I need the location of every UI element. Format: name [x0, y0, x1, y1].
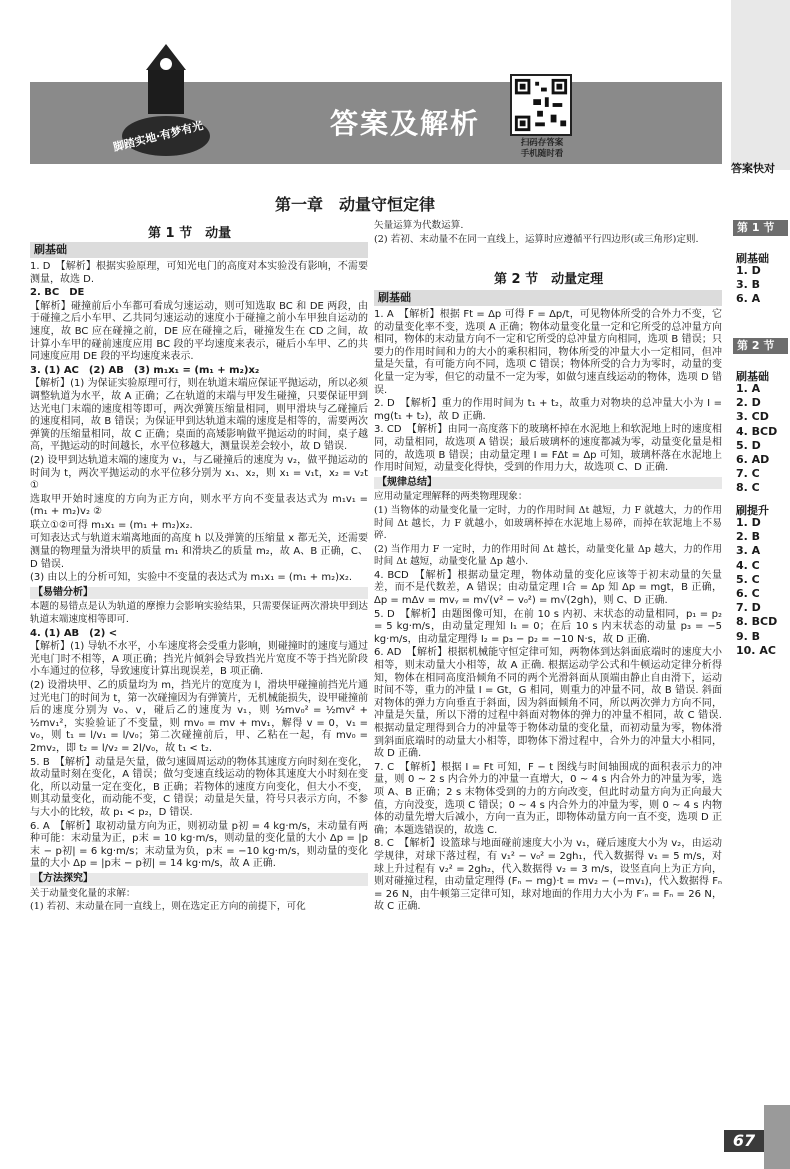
section-2-title: 第 2 节 动量定理	[494, 272, 604, 287]
answer-item: 可知表达式与轨道末端离地面的高度 h 以及弹簧的压缩量 x 都无关，还需要测量的物理量为滑块甲的质量 m₁ 和滑块乙的质量 m₂，故 A、B 正确，C、D 错误.	[30, 533, 368, 570]
side-answer: 6. C	[736, 587, 760, 601]
answer-item: 4. (1) AB (2) <	[30, 627, 118, 639]
side-answer: 9. B	[736, 629, 761, 643]
side-answer: 5. D	[736, 438, 761, 452]
tip-body: (2) 当作用力 F 一定时，力的作用时间 Δt 越长，动量变化量 Δp 越大，力的作用时间 Δt 越短，动量变化量 Δp 越小.	[374, 543, 722, 568]
answer-item: 选取甲开始时速度的方向为正方向，则水平方向不变量表达式为 m₁v₁ = (m₁ + m₂)v₂ ②	[30, 493, 368, 518]
side-label: 答案快对	[731, 162, 775, 175]
tip-heading: 【规律总结】	[374, 477, 722, 490]
answer-item: 【解析】(1) 导轨不水平，小车速度将会受重力影响，则碰撞时的速度与通过光电门时不相等，A 项正确；挡光片倾斜会导致挡光片宽度不等于挡光阶段小车通过的位移，导致速度计算出现误差，B 项正确.	[30, 641, 368, 678]
subbar-basic-2: 刷基础	[374, 290, 722, 306]
answer-item: 5. D 【解析】由题图像可知，在前 10 s 内初、末状态的动量相同，p₁ = p₂ = 5 kg·m/s，由动量定理知 I₁ = 0；在后 10 s 内末状态的动量 p₃ = −5 kg·m/s，由动量定理得 I₂ = p₃ − p₂ = −10 N·s，故 D 正确.	[374, 608, 722, 645]
answer-item: (2) 设滑块甲、乙的质量均为 m，挡光片的宽度为 l，滑块甲碰撞前挡光片通过光电门的时间为 t，第一次碰撞因为有弹簧片，无机械能损失，设甲碰撞前后的速度分别为 v₀、v，碰后乙的速度为 v₁，则 ½mv₀² = ½mv² + ½mv₁²，实验验证了不变量，则 mv₀ = mv + mv₁，解得 v = 0，v₁ = v₀，则 t₁ = l/v₁ = l/v₀；第二次碰撞前后，甲、乙粘在一起，有 mv₀ = 2mv₂，即 t₂ = l/v₂ = 2l/v₀，故 t₁ < t₂.	[30, 680, 368, 754]
tip-body: (1) 若初、末动量在同一直线上，则在选定正方向的前提下，可化	[30, 901, 306, 913]
side-section-2-sub-basic: 刷基础	[736, 370, 769, 383]
side-answer: 3. CD	[736, 410, 769, 424]
chapter-title: 第一章 动量守恒定律	[275, 195, 436, 214]
answer-item: 1. D 【解析】根据实验原理，可知光电门的高度对本实验没有影响，不需要测量，故选 D.	[30, 261, 368, 285]
side-answer: 7. D	[736, 601, 761, 615]
answer-item: 【解析】碰撞前后小车都可看成匀速运动，则可知选取 BC 和 DE 两段，由于碰撞之后小车甲、乙共同匀速运动的速度小于碰撞之前小车甲独自运动的速度，故 BC 应在碰撞之前，DE 应在碰撞之后，碰撞发生在 CD 之间，故计算小车甲的碰前速度应用 BC 段的平均速度来表示，碰后小车甲、乙的共同速度应用 DE 段的平均速度来表示.	[30, 300, 368, 363]
side-section-2-sub-adv: 刷提升	[736, 504, 769, 517]
left-column	[30, 261, 368, 915]
answer-item: 2. D 【解析】重力的作用时间为 t₁ + t₂，故重力对物块的总冲量大小为 I = mg(t₁ + t₂)，故 D 正确.	[374, 398, 722, 422]
tip-body: 应用动量定理解释的两类物理现象：	[374, 491, 528, 503]
answer-item: 1. A 【解析】根据 Ft = Δp 可得 F = Δp/t，可见物体所受的合外力不变，它的动量变化率不变，选项 A 正确；物体动量变化量一定和它所受的总冲量方向相同，物体的末动量方向不一定和它所受的总冲量方向相同，选项 B 错误；只要力的作用时间和力的大小的乘积相同，物体所受的冲量大小一定相同，但冲量是矢量，有可能方向不同，选项 C 错误；物体所受的合力为零时，动量的变化量一定为零，但它的动量不一定为零，如做匀速直线运动的物体，选项 D 错误.	[374, 309, 722, 396]
answer-item: 3. (1) AC (2) AB (3) m₁x₁ = (m₁ + m₂)x₂	[30, 364, 260, 376]
tip-body: 本题的易错点是认为轨道的摩擦力会影响实验结果，只需要保证两次滑块甲到达轨道末端速度相等即可.	[30, 601, 368, 626]
side-answer: 6. A	[736, 292, 761, 306]
tip-body: 矢量运算为代数运算.	[374, 220, 464, 231]
side-section-2-basic-answers	[736, 382, 777, 496]
answer-item: 6. AD 【解析】根据机械能守恒定律可知，两物体到达斜面底端时的速度大小相等，则末动量大小相等，故 A 正确. 根据运动学公式和牛顿运动定律分析得知，物体在相同高度沿倾角不同的两个光滑斜面从顶端由静止自由滑下，运动时间不等，重力的冲量 I = Gt，G 相同，则重力的冲量不同，故 B 错误. 斜面对物体的弹力方向垂直于斜面，因为斜面倾角不同，所以两次弹力方向不同，冲量是矢量，所以下滑的过程中斜面对物体的弹力的冲量不相同，故 C 错误. 根据动量定理得到合力的冲量等于物体动量的变化量，而初动量为零，物体滑到斜面底端时的动量大小相等，即物体下滑过程中，合外力的冲量大小相同，故 D 正确.	[374, 647, 722, 760]
answer-item: 5. B 【解析】动量是矢量，做匀速圆周运动的物体其速度方向时刻在变化，故动量时刻在变化，A 错误；做匀变速直线运动的物体其速度大小时刻在变化，所以动量一定在变化，B 正确；若物体的速度方向变化，但大小不变，则其动量变化，而动能不变，C 错误；动量是矢量，符号只表示方向，不参与大小的比较，故 p₁ < p₂，D 错误.	[30, 756, 368, 818]
answer-item: (3) 由以上的分析可知，实验中不变量的表达式为 m₁x₁ = (m₁ + m₂)x₂.	[30, 572, 353, 584]
side-answer: 10. AC	[736, 643, 776, 657]
side-answer: 8. C	[736, 481, 760, 495]
tip-body: (1) 当物体的动量变化量一定时，力的作用时间 Δt 越短，力 F 就越大，力的作用时间 Δt 越长，力 F 就越小，如玻璃杯掉在水泥地上易碎，而掉在软泥地上不易碎.	[374, 504, 722, 542]
side-answer: 5. C	[736, 572, 760, 586]
side-answer: 3. B	[736, 278, 761, 292]
qr-caption-line: 扫码存答案	[520, 138, 564, 148]
side-answer: 4. C	[736, 558, 760, 572]
side-answer: 1. D	[736, 516, 761, 529]
qr-code-icon[interactable]	[510, 74, 572, 136]
side-answer: 7. C	[736, 467, 760, 481]
side-strip	[731, 0, 790, 170]
side-section-2-adv-answers	[736, 516, 777, 658]
qr-caption-line: 手机随时看	[520, 149, 564, 159]
side-answer: 1. D	[736, 264, 761, 277]
tip-heading: 【方法探究】	[30, 873, 368, 886]
side-section-2-head: 第 2 节	[733, 338, 788, 354]
answer-item: 6. A 【解析】取初动量方向为正，则初动量 p初 = 4 kg·m/s，末动量有两种可能：末动量为正，p末 = 10 kg·m/s，则动量的变化量的大小 Δp = |p末 − p初| = 6 kg·m/s；末动量为负，p末 = −10 kg·m/s，则动量的变化量的大小 Δp = |p末 − p初| = 14 kg·m/s，故 A 正确.	[30, 820, 368, 870]
side-answer: 4. BCD	[736, 424, 778, 438]
section-1-title: 第 1 节 动量	[148, 226, 232, 241]
tip-body: (2) 若初、末动量不在同一直线上，运算时应遵循平行四边形(或三角形)定则.	[374, 233, 699, 245]
side-answer: 6. AD	[736, 453, 770, 467]
side-section-1-head: 第 1 节	[733, 220, 788, 236]
subbar-basic-1: 刷基础	[30, 242, 368, 258]
side-answer: 3. A	[736, 544, 761, 558]
side-answer: 1. A	[736, 382, 761, 395]
qr-caption	[512, 138, 572, 160]
answer-item: 3. CD 【解析】由同一高度落下的玻璃杯掉在水泥地上和软泥地上时的速度相同，动量相同，故选项 A 错误；最后玻璃杯的速度都减为零，动量变化量是相同的，故选项 B 错误；由动量定理 I = FΔt = Δp 可知，玻璃杯落在水泥地上作用时间短，动量变化得快，受到的作用力大，故选项 C、D 正确.	[374, 424, 722, 474]
answer-item: 【解析】(1) 为保证实验原理可行，则在轨道末端应保证平抛运动，所以必须调整轨道为水平，故 A 正确；乙在轨道的末端与甲发生碰撞，只要保证甲到达光电门末端的速度相等即可，两次弹簧压缩量相同，则甲滑块与乙碰撞后的速度相同，故 B 错误；为保证甲到达轨道末端的速度是相等的，需要两次弹簧的压缩量相同，故 C 正确；桌面的高矮影响做平抛运动的时间，桌子越高，平抛运动的时间越长，水平位移越大，测量误差会较小，故 D 错误.	[30, 378, 368, 453]
answer-item: 7. C 【解析】根据 I = Ft 可知，F − t 图线与时间轴围成的面积表示力的冲量，则 0 ~ 2 s 内合外力的冲量一直增大，0 ~ 4 s 内合外力的冲量为零，选项 A、B 正确；2 s 末物体受到的力的方向改变，但此时动量方向为正向最大值，方向没变，选项 C 错误；0 ~ 4 s 内合外力的冲量为零，则 0 ~ 4 s 内物体的动量先增大后减小，方向一直为正，即物体动量方向一直不变，选项 D 正确；本题选错误的，故选 C.	[374, 761, 722, 836]
tip-heading: 【易错分析】	[30, 587, 368, 600]
side-section-1-answers	[736, 264, 761, 307]
corner-decoration	[764, 1105, 790, 1169]
page-number: 67	[724, 1130, 764, 1152]
side-answer: 2. D	[736, 396, 761, 410]
answer-item: 4. BCD 【解析】根据动量定理，物体动量的变化应该等于初末动量的矢量差，而不是代数差，A 错误；由动量定理 I合 = Δp 知 Δp = mgt，B 正确，Δp = mΔv = mvᵧ = m√(v² − v₀²) = m√(2gh)，则 C、D 正确.	[374, 569, 722, 607]
side-answer: 8. BCD	[736, 615, 778, 629]
answer-item: (2) 设甲到达轨道末端的速度为 v₁，与乙碰撞后的速度为 v₂，做平抛运动的时间为 t，两次平抛运动的水平位移分别为 x₁、x₂，则 x₁ = v₁t，x₂ = v₂t ①	[30, 454, 368, 492]
right-column-top	[374, 220, 722, 247]
answer-item: 8. C 【解析】设篮球与地面碰前速度大小为 v₁，碰后速度大小为 v₂，由运动学规律，对球下落过程，有 v₁² − v₀² = 2gh₁，代入数据得 v₁ = 5 m/s，对球上升过程有 v₂² = 2gh₂，代入数据得 v₂ = 3 m/s，设竖直向上为正方向，则对碰撞过程，由动量定理得 (Fₙ − mg)·t = mv₂ − (−mv₁)，代入数据得 Fₙ = 26 N，由牛顿第三定律可知，球对地面的作用力大小为 F′ₙ = Fₙ = 26 N，故 C 正确.	[374, 838, 722, 913]
tip-body: 关于动量变化量的求解：	[30, 887, 136, 899]
side-answer: 2. B	[736, 530, 761, 544]
right-column	[374, 309, 722, 915]
side-section-1-sub: 刷基础	[736, 252, 769, 265]
logo-slogan: 脚踏实地·有梦有光	[111, 119, 205, 154]
page-title: 答案及解析	[330, 107, 481, 140]
answer-item: 联立①②可得 m₁x₁ = (m₁ + m₂)x₂.	[30, 519, 193, 531]
answer-item: 2. BC DE	[30, 287, 85, 299]
